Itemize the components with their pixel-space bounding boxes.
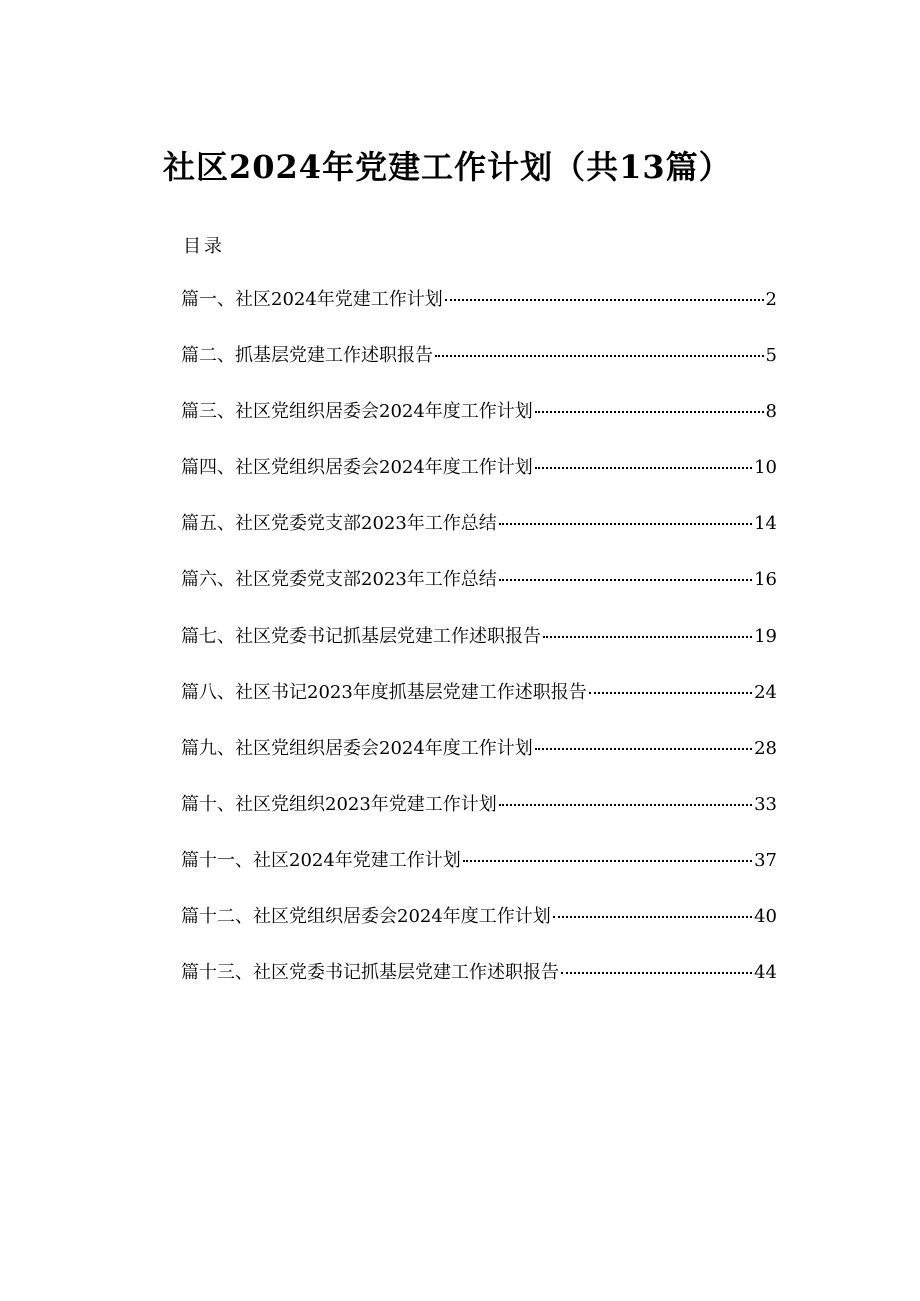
toc-entry-label: 篇十、社区党组织2023年党建工作计划 [181, 793, 497, 815]
toc-entry-label: 篇五、社区党委党支部2023年工作总结 [181, 513, 497, 535]
toc-entry[interactable] [181, 284, 777, 340]
document-title: 社区2024年党建工作计划（共13篇） [163, 148, 732, 186]
toc-entry[interactable] [181, 508, 777, 564]
toc-dot-leader [435, 354, 764, 357]
toc-entry-page: 28 [754, 737, 777, 759]
toc-entry-label: 篇八、社区书记2023年度抓基层党建工作述职报告 [181, 681, 587, 703]
toc-entry[interactable] [181, 621, 777, 677]
toc-entry-label: 篇三、社区党组织居委会2024年度工作计划 [181, 401, 533, 423]
toc-entry-page: 10 [754, 457, 777, 479]
toc-dot-leader [589, 691, 752, 694]
toc-entry[interactable] [181, 845, 777, 901]
toc-entry-label: 篇十二、社区党组织居委会2024年度工作计划 [181, 906, 551, 928]
toc-entry-page: 8 [765, 401, 777, 423]
toc-dot-leader [463, 859, 752, 862]
toc-dot-leader [543, 635, 752, 638]
toc-entry-page: 16 [754, 569, 777, 591]
toc-entry[interactable] [181, 564, 777, 620]
toc-dot-leader [535, 747, 752, 750]
toc-entry-label: 篇二、抓基层党建工作述职报告 [181, 345, 433, 367]
toc-dot-leader [445, 298, 764, 301]
toc-entry-page: 5 [765, 345, 777, 367]
toc-dot-leader [499, 522, 752, 525]
toc-entry-page: 44 [754, 962, 777, 984]
toc-entry-label: 篇十三、社区党委书记抓基层党建工作述职报告 [181, 962, 559, 984]
toc-entry-page: 24 [754, 681, 777, 703]
toc-entry-label: 篇六、社区党委党支部2023年工作总结 [181, 569, 497, 591]
toc-entry[interactable] [181, 340, 777, 396]
toc-dot-leader [553, 915, 752, 918]
toc-entry-label: 篇九、社区党组织居委会2024年度工作计划 [181, 737, 533, 759]
toc-entry[interactable] [181, 789, 777, 845]
toc-entry-label: 篇七、社区党委书记抓基层党建工作述职报告 [181, 625, 541, 647]
toc-entry-page: 37 [754, 849, 777, 871]
toc-heading: 目录 [183, 236, 225, 257]
toc-entry-page: 40 [754, 906, 777, 928]
toc-entry-page: 14 [754, 513, 777, 535]
toc-entry[interactable] [181, 901, 777, 957]
toc-entry-page: 2 [765, 289, 777, 310]
toc-dot-leader [499, 803, 752, 806]
toc-entry[interactable] [181, 957, 777, 1013]
toc-entry[interactable] [181, 396, 777, 452]
toc-dot-leader [535, 410, 764, 413]
toc-entry[interactable] [181, 677, 777, 733]
toc-entry-label: 篇四、社区党组织居委会2024年度工作计划 [181, 457, 533, 479]
toc-entry[interactable] [181, 452, 777, 508]
toc-entry[interactable] [181, 733, 777, 789]
toc-entry-label: 篇一、社区2024年党建工作计划 [181, 289, 443, 310]
toc-dot-leader [561, 971, 752, 974]
table-of-contents [181, 284, 777, 1013]
toc-dot-leader [535, 466, 752, 469]
toc-dot-leader [499, 578, 752, 581]
toc-entry-page: 33 [754, 793, 777, 815]
toc-entry-page: 19 [754, 625, 777, 647]
toc-entry-label: 篇十一、社区2024年党建工作计划 [181, 849, 461, 871]
